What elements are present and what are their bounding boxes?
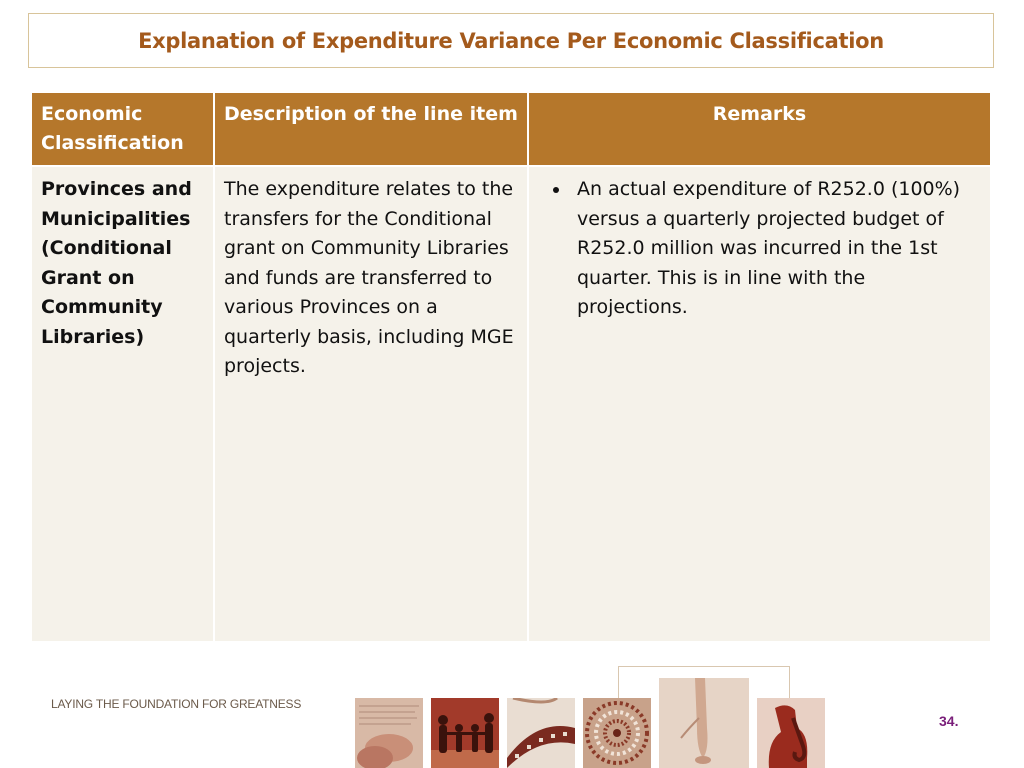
page-number: 34. bbox=[939, 713, 959, 729]
beadwork-photo bbox=[583, 698, 651, 768]
table-header-row bbox=[32, 93, 991, 166]
title-box bbox=[28, 13, 994, 68]
remarks-list bbox=[538, 175, 981, 323]
variance-table bbox=[32, 93, 992, 641]
cell-remarks bbox=[528, 166, 991, 641]
header-economic-classification: Economic Classification bbox=[32, 93, 214, 166]
remarks-bullet: • An actual expenditure of R252.0 (100%) versus a quarterly projected budget of R252.0 million was incurred in the 1st quarter. This is in line with the projections. bbox=[571, 175, 981, 323]
ballet-shoes-photo bbox=[659, 678, 749, 768]
cell-description: The expenditure relates to the transfers for the Conditional grant on Community Libraries and funds are transferred to various Provinces on a quarterly basis, including MGE projects. bbox=[214, 166, 528, 641]
table-row bbox=[32, 166, 991, 641]
footer-tagline: LAYING THE FOUNDATION FOR GREATNESS bbox=[51, 697, 302, 711]
header-description: Description of the line item bbox=[214, 93, 528, 166]
film-reel-photo bbox=[507, 698, 575, 768]
page-title: Explanation of Expenditure Variance Per Economic Classification bbox=[138, 28, 884, 53]
saxophone-player-photo bbox=[757, 698, 825, 768]
cell-classification: Provinces and Municipalities (Conditional Grant on Community Libraries) bbox=[32, 166, 214, 641]
family-silhouette-photo bbox=[431, 698, 499, 768]
image-strip bbox=[355, 664, 825, 768]
hands-writing-photo bbox=[355, 698, 423, 768]
header-remarks: Remarks bbox=[528, 93, 991, 166]
